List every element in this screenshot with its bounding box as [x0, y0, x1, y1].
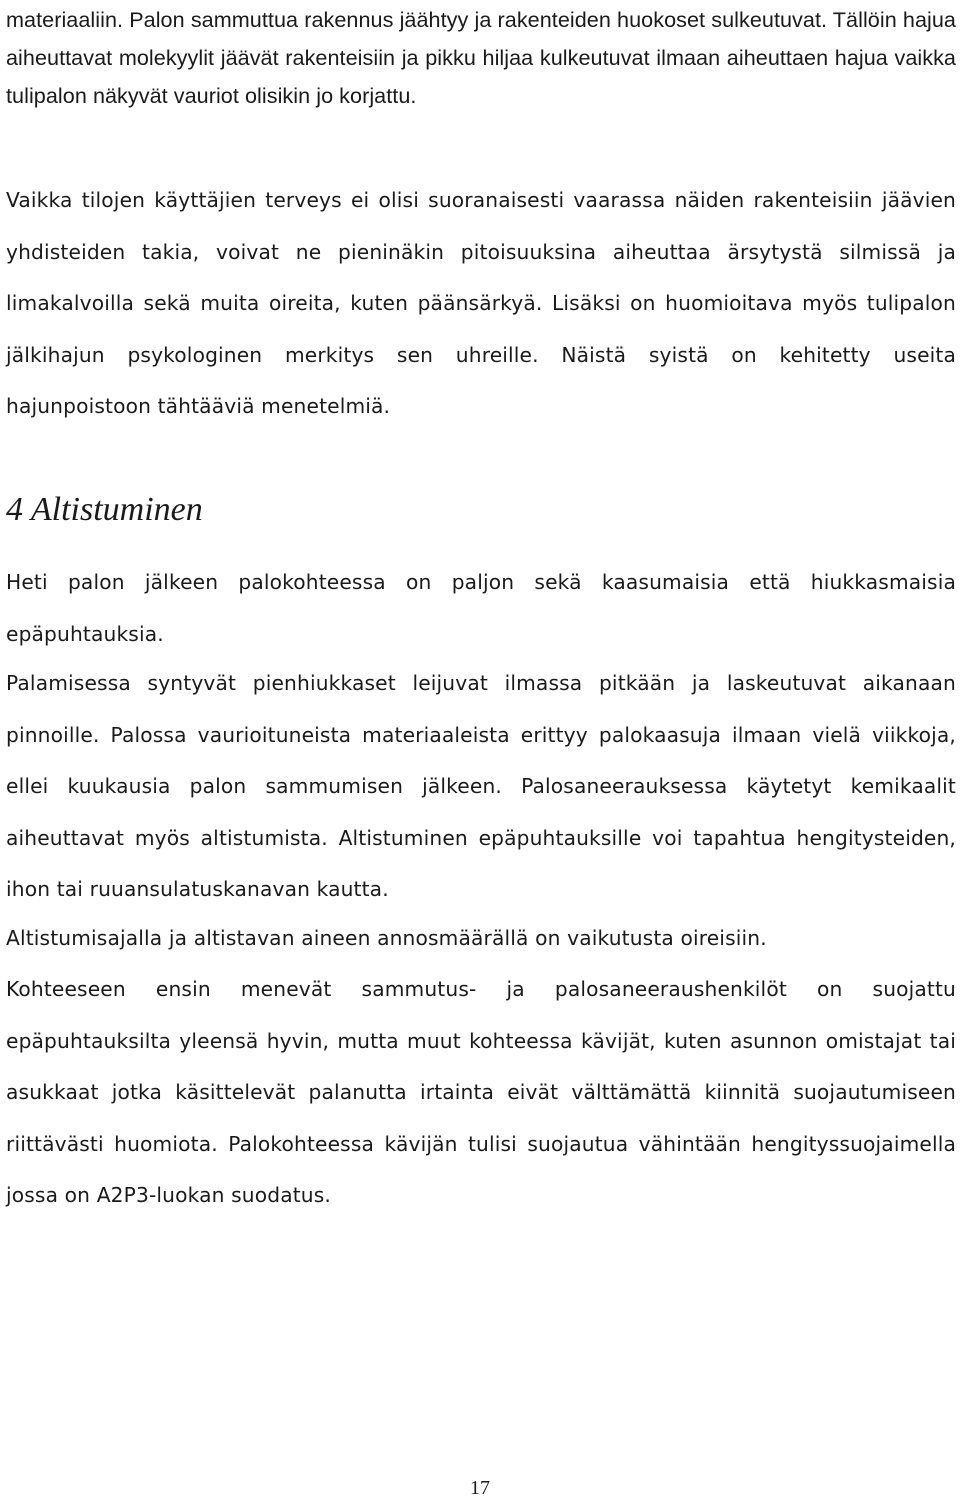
- page-number: 17: [470, 1477, 490, 1499]
- paragraph-protection: Kohteeseen ensin menevät sammutus- ja palosaneeraushenkilöt on suojattu epäpuhtauksilta yleensä hyvin, mutta muut kohteessa kävijät, kuten asunnon omistajat tai asukkaat jotka käsittelevät palanutta irtainta eivät välttämättä kiinnitä suojautumiseen riittävästi huomiota. Palokohteessa kävijän tulisi suojautua vähintään hengityssuojaimella jossa on A2P3-luokan suodatus.: [6, 977, 956, 1207]
- paragraph-health-effects: Vaikka tilojen käyttäjien terveys ei olisi suoranaisesti vaarassa näiden rakenteisiin jäävien yhdisteiden takia, voivat ne pieninäkin pitoisuuksina aiheuttaa ärsytystä silmissä ja limakalvoilla sekä muita oireita, kuten päänsärkyä. Lisäksi on huomioitava myös tulipalon jälkihajun psykologinen merkitys sen uhreille. Näistä syistä on kehitetty useita hajunpoistoon tähtääviä menetelmiä.: [6, 188, 956, 418]
- paragraph-particles: Palamisessa syntyvät pienhiukkaset leijuvat ilmassa pitkään ja laskeutuvat aikanaan pinnoille. Palossa vaurioituneista materiaaleista erittyy palokaasuja ilmaan vielä viikkoja, ellei kuukausia palon sammumisen jälkeen. Palosaneerauksessa käytetyt kemikaalit aiheuttavat myös altistumista. Altistuminen epäpuhtauksille voi tapahtua hengitysteiden, ihon tai ruuansulatuskanavan kautta.: [6, 671, 956, 901]
- paragraph-after-fire: Heti palon jälkeen palokohteessa on paljon sekä kaasumaisia että hiukkasmaisia epäpuhtauksia.: [6, 570, 956, 646]
- paragraph-exposure-time: Altistumisajalla ja altistavan aineen annosmäärällä on vaikutusta oireisiin.: [6, 926, 767, 950]
- section-heading: 4 Altistuminen: [6, 491, 203, 528]
- paragraph-intro-continued: materiaaliin. Palon sammuttua rakennus jäähtyy ja rakenteiden huokoset sulkeutuvat. Tällöin hajua aiheuttavat molekyylit jäävät rakenteisiin ja pikku hiljaa kulkeutuvat ilmaan aiheuttaen hajua vaikka tulipalon näkyvät vauriot olisikin jo korjattu.: [6, 7, 956, 108]
